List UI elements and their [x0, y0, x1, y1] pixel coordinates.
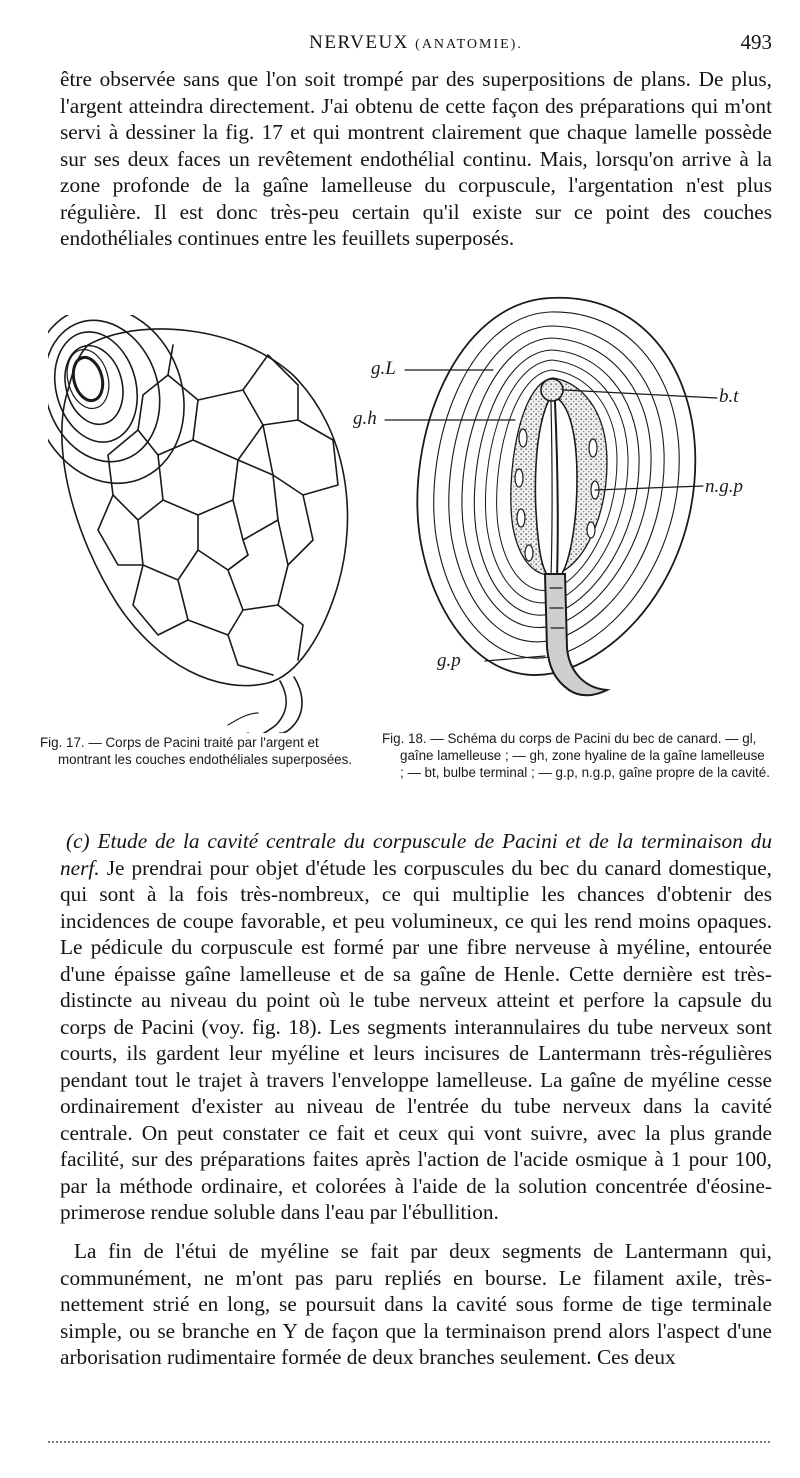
figure-18-caption [382, 730, 772, 781]
running-title-main: NERVEUX [309, 32, 409, 53]
running-title [60, 32, 772, 54]
corpuscle-outline [62, 329, 348, 686]
nerve-stem [248, 681, 286, 733]
figure-17-drawing [48, 315, 366, 733]
paragraph-1: être observée sans que l'on soit trompé par des superpositions de plans. De plus, l'argent atteindra directement. J'ai obtenu de cette façon des préparations qui m'ont servi à dessiner la fig. 17 et qui montrent clairement que chaque lamelle possède sur ses deux faces un revêtement endothélial continu. Mais, lorsqu'on arrive à la zone profonde de la gaîne lamelleuse du corpuscule, l'argentation n'est plus régulière. Il est donc très-peu certain qu'il existe sur ce point des couches endothéliales continues entre les feuillets superposés. [60, 67, 772, 250]
section-heading-c: (c) Etude de la cavité centrale du corpuscule de Pacini et de la terminaison du nerf. [60, 829, 772, 880]
paragraph-2 [60, 828, 772, 1226]
fig18-label-ngp: n.g.p [705, 476, 743, 497]
terminal-bulb [541, 379, 563, 401]
page-number: 493 [740, 30, 772, 54]
fig18-label-gh: g.h [353, 408, 377, 429]
fig18-label-gp: g.p [437, 650, 461, 671]
running-head [60, 30, 772, 58]
figure-18-drawing [345, 278, 770, 726]
fig18-label-gl: g.L [371, 358, 396, 379]
paragraph-2-body: Je prendrai pour objet d'étude les corpuscules du bec du canard domestique, qui sont à la fois très-nombreux, ce qui multiplie les chances d'obtenir des incidences de coupe favorable, et peu volumineux, ce qui les rend moins opaques. Le pédicule du corpuscule est formé par une fibre nerveuse à myéline, entourée d'une épaisse gaîne lamelleuse et de sa gaîne de Henle. Cette dernière est très-distincte au niveau du point où le tube nerveux atteint et perfore la capsule du corps de Pacini (voy. fig. 18). Les segments interannulaires du tube nerveux sont courts, ils gardent leur myéline et leurs incisures de Lantermann très-régulières pendant tout le trajet à travers l'enveloppe lamelleuse. La gaîne de myéline cesse ordinairement d'exister au niveau de l'entrée du tube nerveux dans la cavité centrale. On peut constater ce fait et ceux qui vont suivre, avec la plus grande facilité, sur des préparations faites après l'action de l'acide osmique à 1 pour 100, par la méthode ordinaire, et colorées à l'aide de la solution concentrée d'éosine-primerose rendue soluble dans l'eau par l'ébullition. [60, 855, 772, 1224]
footer-rule [48, 1441, 770, 1447]
running-title-paren: (ANATOMIE). [415, 37, 523, 52]
fig18-label-bt: b.t [719, 386, 739, 407]
figure-18-caption-text: Fig. 18. — Schéma du corps de Pacini du bec de canard. — gl, gaîne lamelleuse ; — gh, zone hyaline de la gaîne lamelleuse ; — bt, bulbe terminal ; — g.p, n.g.p, gaîne propre de la cavité. [382, 731, 770, 780]
figure-17-caption [40, 734, 365, 768]
paragraph-3: La fin de l'étui de myéline se fait par deux segments de Lantermann qui, communément, ne m'ont pas paru repliés en bourse. Le filament axile, très-nettement strié en long, se poursuit dans la cavité sous forme de tige terminale simple, ou se branche en Y de façon que la terminaison prend alors l'aspect d'une arborisation rudimentaire formée de deux branches seulement. Ces deux [60, 1239, 772, 1369]
figure-17-caption-text: Fig. 17. — Corps de Pacini traité par l'argent et montrant les couches endothéliales superposées. [40, 735, 353, 767]
